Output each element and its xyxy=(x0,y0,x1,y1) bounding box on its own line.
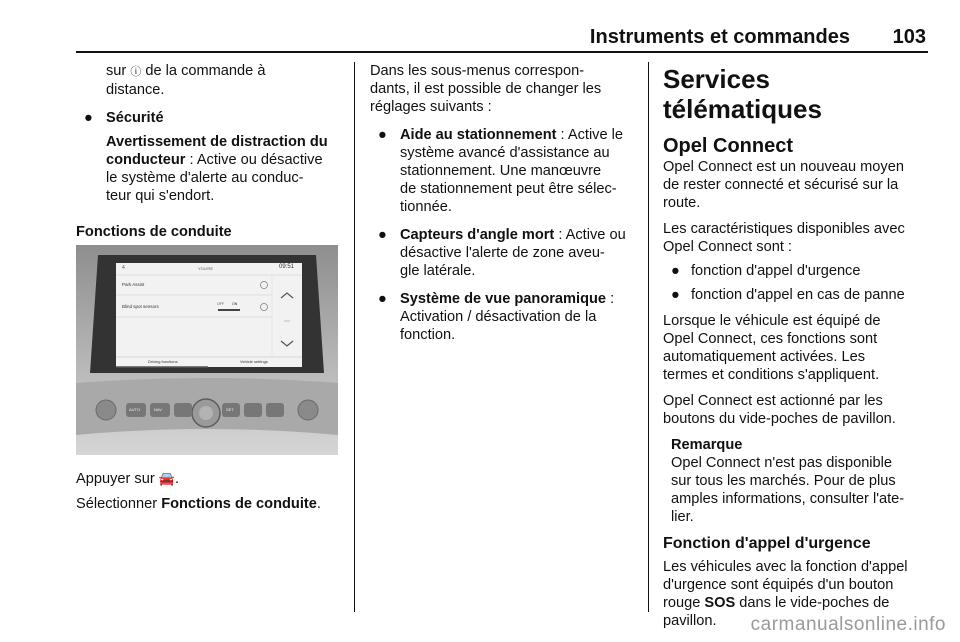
column-divider-1 xyxy=(354,62,355,612)
status-left: 4 xyxy=(122,265,125,271)
securite-item: ● Sécurité Avertissement de distraction du conducteur : Active ou désactive le système d'alerte au conduc- teur qui s'endort. xyxy=(84,110,328,204)
column-divider-2 xyxy=(648,62,649,612)
item-vue-panoramique: ● Système de vue panoramique : Activation / désactivation de la fonction. xyxy=(378,291,615,343)
note-box: Remarque Opel Connect n'est pas disponible sur tous les marchés. Pour de plus amples informations, consulter l'ate- lier. xyxy=(671,437,905,525)
column-3 xyxy=(663,64,933,630)
car-button[interactable] xyxy=(244,403,262,417)
item-capteurs-angle-mort: ● Capteurs d'angle mort : Active ou désactive l'alerte de zone aveu- gle latérale. xyxy=(378,227,626,279)
feature-bullet: ● fonction d'appel d'urgence xyxy=(671,263,861,279)
paragraph-2: Les caractéristiques disponibles avec Opel Connect sont : xyxy=(663,221,905,255)
infotainment-figure xyxy=(76,245,338,455)
tab-vehicle-settings[interactable]: Vehicle settings xyxy=(240,359,268,364)
car-icon: 🚘 xyxy=(158,471,175,486)
heading-services-telematiques: Services télématiques xyxy=(663,64,822,124)
column-2 xyxy=(370,62,638,344)
heading-opel-connect: Opel Connect xyxy=(663,135,794,157)
intro-text: sur ⓘ de la commande à distance. xyxy=(106,63,266,98)
header-title: Instruments et commandes xyxy=(589,26,850,48)
paragraph-5: Les véhicules avec la fonction d'appel d'urgence sont équipés d'un bouton rouge SOS dans le vide-poches de pavillon. xyxy=(663,559,908,629)
page-number: 103 xyxy=(892,26,926,48)
submenu-intro: Dans les sous-menus correspon- dants, il est possible de changer les réglages suivants : xyxy=(370,63,602,115)
paragraph-3: Lorsque le véhicule est équipé de Opel Connect, ces fonctions sont automatiquement activées. Les termes et conditions s'appliquent. xyxy=(663,313,881,383)
status-mid: YOU'RE xyxy=(198,266,213,271)
item-aide-stationnement: ● Aide au stationnement : Active le système avancé d'assistance au stationnement. Une manœuvre de stationnement peut être sélec- tionnée. xyxy=(378,127,624,215)
toggle-on[interactable]: ON xyxy=(232,302,238,306)
mail-button[interactable] xyxy=(266,403,284,417)
column-1 xyxy=(76,62,342,241)
tab-driving-functions[interactable]: Driving functions xyxy=(148,359,178,364)
right-knob[interactable] xyxy=(298,400,318,420)
toggle-off[interactable]: OFF xyxy=(217,302,224,306)
page-header xyxy=(76,24,928,52)
phone-icon: ⓘ xyxy=(130,66,142,78)
row-park-assist[interactable]: Park Assist xyxy=(122,282,145,287)
watermark: carmanualsonline.info xyxy=(750,614,946,635)
set-button-label: SET xyxy=(226,407,234,412)
feature-bullet: ● fonction d'appel en cas de panne xyxy=(671,287,905,303)
left-knob[interactable] xyxy=(96,400,116,420)
nav-button-label: NAV xyxy=(154,407,162,412)
dashboard-illustration xyxy=(76,245,338,455)
paragraph-1: Opel Connect est un nouveau moyen de rester connecté et sécurisé sur la route. xyxy=(663,159,904,211)
select-instruction: Sélectionner Fonctions de conduite. xyxy=(76,496,321,512)
phone-button[interactable] xyxy=(174,403,192,417)
auto-button-label: AUTO xyxy=(129,407,141,412)
status-time: 09:51 xyxy=(279,264,295,270)
column-1-lower xyxy=(76,470,342,513)
header-rule xyxy=(76,51,928,53)
section-heading: Fonctions de conduite xyxy=(76,224,232,240)
note-title: Remarque xyxy=(671,437,743,453)
paragraph-4: Opel Connect est actionné par les boutons du vide-poches de pavillon. xyxy=(663,393,896,427)
row-blind-spot[interactable]: Blind spot sensors xyxy=(122,304,159,309)
heading-appel-urgence: Fonction d'appel d'urgence xyxy=(663,535,871,552)
press-instruction: Appuyer sur 🚘. xyxy=(76,471,179,487)
